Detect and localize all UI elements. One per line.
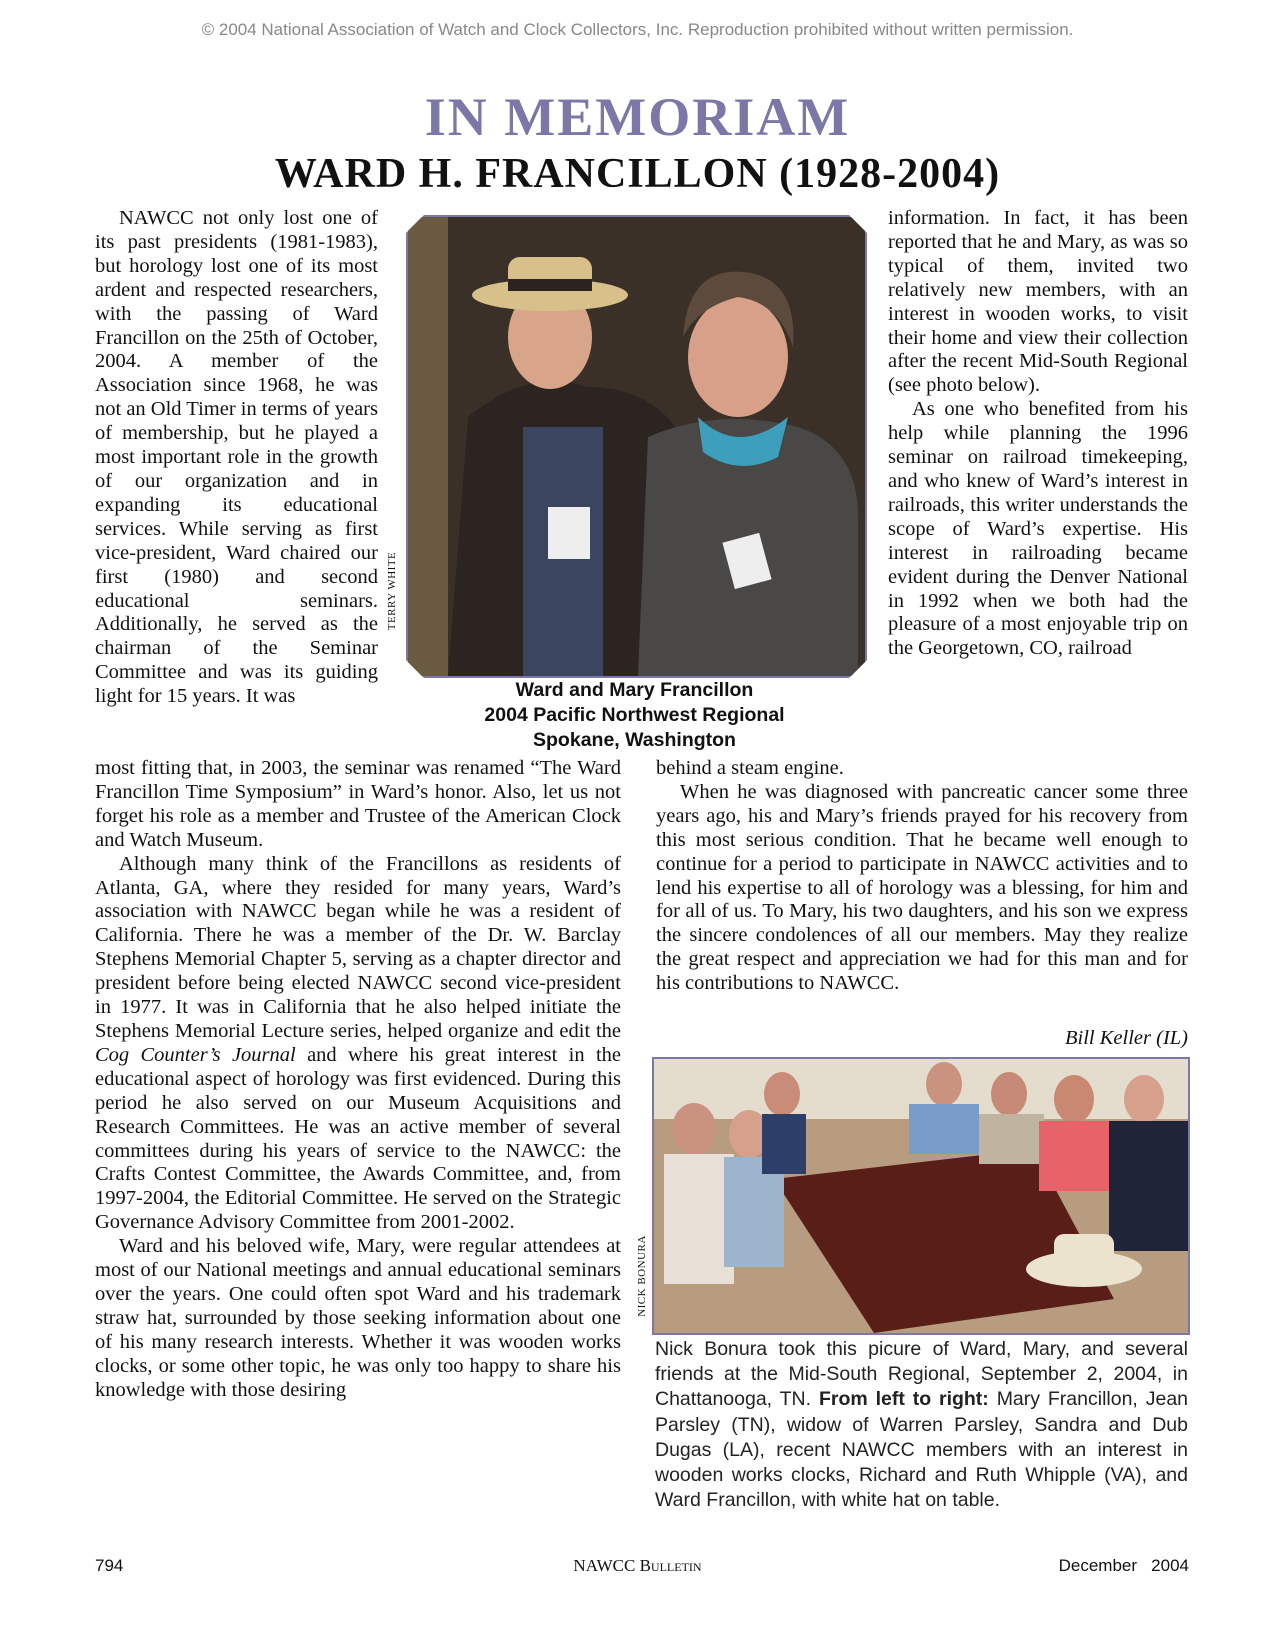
article-right-top [888, 207, 1188, 661]
article-left-bottom [95, 757, 621, 1402]
caption-line: Ward and Mary Francillon [515, 679, 754, 701]
page-number: 794 [95, 1556, 124, 1575]
paragraph: behind a steam engine. [656, 757, 844, 779]
article-right-bottom [656, 757, 1188, 996]
paragraph-text: and where his great interest in the educational aspect of horology was first evidenced. During this period he also served on our Museum Acquisitions and Research Committees. He was an active member of several committees during his years of service to the NAWCC: the Crafts Contest Committee, the Awards Committee, and, from 1997-2004, the Editorial Committee. He served on the Strategic Governance Advisory Committee from 2001-2002. [95, 1043, 621, 1234]
portrait-photo-illustration [408, 217, 865, 676]
photo-credit-nick-bonura: NICK BONURA [636, 1235, 648, 1317]
caption-line: Spokane, Washington [533, 729, 736, 751]
publication-name: NAWCC Bulletin [573, 1556, 702, 1575]
paragraph: Ward and his beloved wife, Mary, were regular attendees at most of our National meetings and annual educational seminars over the years. One could often spot Ward and his trademark straw hat, surrounded by those seeking information about one of his many research interests. Whether it was wooden works clocks, or some other topic, he was only too happy to share his knowledge with those desiring [95, 1235, 621, 1401]
paragraph: information. In fact, it has been reported that he and Mary, as was so typical of them, invited two relatively new members, with an interest in wooden works, to visit their home and view their collection after the recent Mid-South Regional (see photo below). [888, 207, 1188, 397]
photo1-caption [406, 678, 863, 753]
article-left-top [95, 207, 378, 709]
paragraph: most fitting that, in 2003, the seminar was renamed “The Ward Francillon Time Symposium” in Ward’s honor. Also, let us not forget his role as a member and Trustee of the American Clock and Watch Museum. [95, 757, 621, 851]
issue-date: December 2004 [1058, 1556, 1189, 1575]
group-photo [652, 1057, 1190, 1335]
paragraph [95, 853, 621, 1236]
caption-bold: From left to right: [818, 1388, 989, 1411]
photo2-caption [655, 1337, 1188, 1513]
caption-line: 2004 Pacific Northwest Regional [484, 704, 785, 726]
author-signature: Bill Keller (IL) [1065, 1027, 1188, 1049]
caption-text: Mary Francillon, Jean Parsley (TN), widow of Warren Parsley, Sandra and Dub Dugas (LA), recent NAWCC members with an interest in wooden works clocks, Richard and Ruth Whipple (VA), and Ward Francillon, with white hat on table. [655, 1388, 1189, 1512]
page-heading: IN MEMORIAM [424, 87, 851, 147]
portrait-photo [406, 215, 867, 678]
journal-title: Cog Counter’s Journal [95, 1043, 296, 1066]
paragraph: When he was diagnosed with pancreatic cancer some three years ago, his and Mary’s friends prayed for his recovery from this most serious condition. That he became well enough to continue for a period to participate in NAWCC activities and to lend his expertise to all of horology was a blessing, for him and for all of us. To Mary, his two daughters, and his son we express the sincere condolences of all our members. May they realize the great respect and appreciation we had for this man and for his contributions to NAWCC. [656, 780, 1188, 995]
copyright-notice: © 2004 National Association of Watch and Clock Collectors, Inc. Reproduction prohibited without written permission. [201, 20, 1074, 39]
paragraph: As one who benefited from his help while planning the 1996 seminar on railroad timekeeping, and who knew of Ward’s interest in railroads, this writer understands the scope of Ward’s expertise. His interest in railroading became evident during the Denver National in 1992 when we both had the pleasure of a most enjoyable trip on the Georgetown, CO, railroad [888, 398, 1188, 660]
paragraph: NAWCC not only lost one of its past presidents (1981-1983), but horology lost one of its most ardent and respected researchers, with the passing of Ward Francillon on the 25th of October, 2004. A member of the Association since 1968, he was not an Old Timer in terms of years of membership, but he played a most important role in the growth of our organization and in expanding its educational services. While serving as first vice-president, Ward chaired our first (1980) and second educational seminars. Additionally, he served as the chairman of the Seminar Committee and was its guiding light for 15 years. It was [95, 207, 378, 708]
paragraph-text: Although many think of the Francillons as residents of Atlanta, GA, where they resided for many years, Ward’s association with NAWCC began while he was a resident of California. There he was a member of the Dr. W. Barclay Stephens Memorial Chapter 5, serving as a chapter director and president before being elected NAWCC second vice-president in 1977. It was in California that he also helped initiate the Stephens Memorial Lecture series, helped organize and edit the [95, 852, 621, 1042]
photo-credit-terry-white: TERRY WHITE [386, 551, 398, 631]
caption-text: Nick Bonura took this picure of Ward, Mary, and several friends at the Mid-South Regional, September 2, 2004, in Chattanooga, TN. [655, 1338, 1188, 1411]
group-photo-illustration [654, 1059, 1188, 1333]
article-title: WARD H. FRANCILLON (1928-2004) [274, 151, 1001, 197]
